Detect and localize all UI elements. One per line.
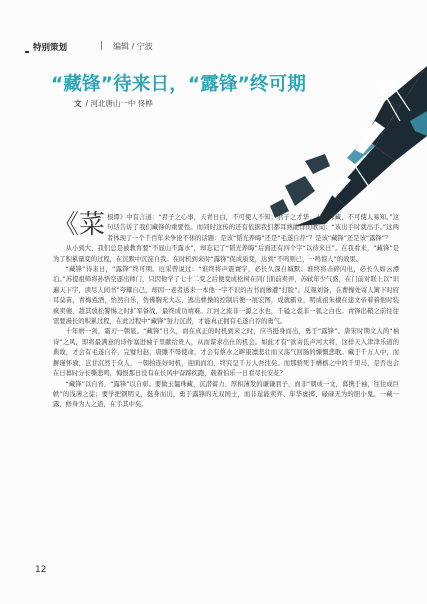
author-name: / 河北唐山一中 佟桦 <box>85 99 153 108</box>
body-paragraph: 《菜根谭》中有言道：“君子之心事，天青日白，不可使人不知；君子之才华，玉韫珠藏，不可使人易知。”这句话告诉了我们藏锋的重要性。而同时这传的还有依据我们都耳熟能详的歌词：“该出手时就出手。”这两者体现了一个千百年来争论不休的话题：是该“韬光养晦”还是“毛遂自荐”？是该“藏锋”还是该“露锋”？ <box>53 210 399 242</box>
author-label: 文 <box>74 99 82 108</box>
header-marker <box>25 51 29 53</box>
column-name: 特别策划 <box>33 43 68 53</box>
header-separator: | <box>100 41 103 51</box>
editor-credit: 编辑 / 宁波 <box>113 42 153 51</box>
drop-cap: 《菜 <box>53 210 106 240</box>
article-body <box>53 210 399 411</box>
fountain-pen-nib-illustration <box>225 66 427 226</box>
article-title: “藏锋”待来日，“露锋”终可期 <box>51 74 307 95</box>
page-header <box>25 41 405 55</box>
body-paragraph: “藏锋”以自省，“露锋”以自彰。要做玉韫珠藏、沉潜蓄力、厚积薄发的谦谦君子，而非“朝成一文，暮携于袖，往往成巨帙”的浅薄之徒；要学把钢明义，挺身而出，勇于露锋的无双国士，而非逞能卖弄、年华虚掷、碌碌无为的胆小鬼。一藏一露，修身为人之道，在手其中矣。 <box>53 380 399 409</box>
author-line <box>74 98 153 109</box>
body-paragraph: “藏锋”待来日，“露锋”终可期。厄采曾说过：“谁终将声震寰宇，必长久深自缄默；谁终将击碎闪电，必长久如云漂泊。”苏提祖师将孙悟空逐出师门，只因他学了七十二变之后便变成松树在同门面前卖弄，苏轼年少气盛，在门前对联上以“识遍天下字，读尽人间书”夸耀自己，却因一老者送来一本他一字不识的古书而惨遭“打脸”。反观刘备，在曹操处寄人篱下时府耳莫苗，青梅煮酒，怡然自乐，仿佛胸无大志，逃出曹操的控制后便一展宏图，成就霸业，明成祖朱棣在建文帝着着他时装疯卖傻，趁其放松警惕之时扩军备战，最终成功靖难。江河之流非一源之水也，千镒之裘非一狐之白也。青锋出鞘之前往往需要漫长的积累过程，在此过程中“藏锋”努力沉潜，才能真正拥有毛遂自荐的勇气。 <box>53 266 399 326</box>
page-number: 12 <box>35 565 47 575</box>
body-paragraph: 从小到大，我们总是被教育要“不显山不露水”，却忘记了“韬光养晦”后面还有四个字“以待来日”。在我看来，“藏锋”是为了积累量变的过程，在沉默中沉淀自我。在时机到来时“露锋”促成质变，达到“不鸣则已，一鸣惊人”的效果。 <box>53 245 399 263</box>
body-paragraph: 十年磨一剑，霜刃一朝显。“藏锋”日久，而在真正的时机到来之时，应当挺身而出，勇于“露锋”。唐宋时期文人尚“袖诗”之风，即将最满意的诗作塞进袖子里献给贵人，从而谋求出仕的机会。如此才有“欲寄氐声河大将，这样天入津津乐道的典故，才会有毛遂自荐，完璧归赵，唐雎不辱使命，才会有蔡水之畔康凛悲壮而又荡气回肠的慷慨悲歌。藏于千万人中，而摒瑾怀瑜，岂甘沉然于众人，一朝拍连好时机，迎面而泊，终究呈千万人吾往矣。而那骄死于槽枥之中的千里马，是否也会在日暮时分长嘶悲鸣，悔恨那日没有在长风中奋蹄疾跑，载着伯乐一日看尽长安花？ <box>53 328 399 378</box>
